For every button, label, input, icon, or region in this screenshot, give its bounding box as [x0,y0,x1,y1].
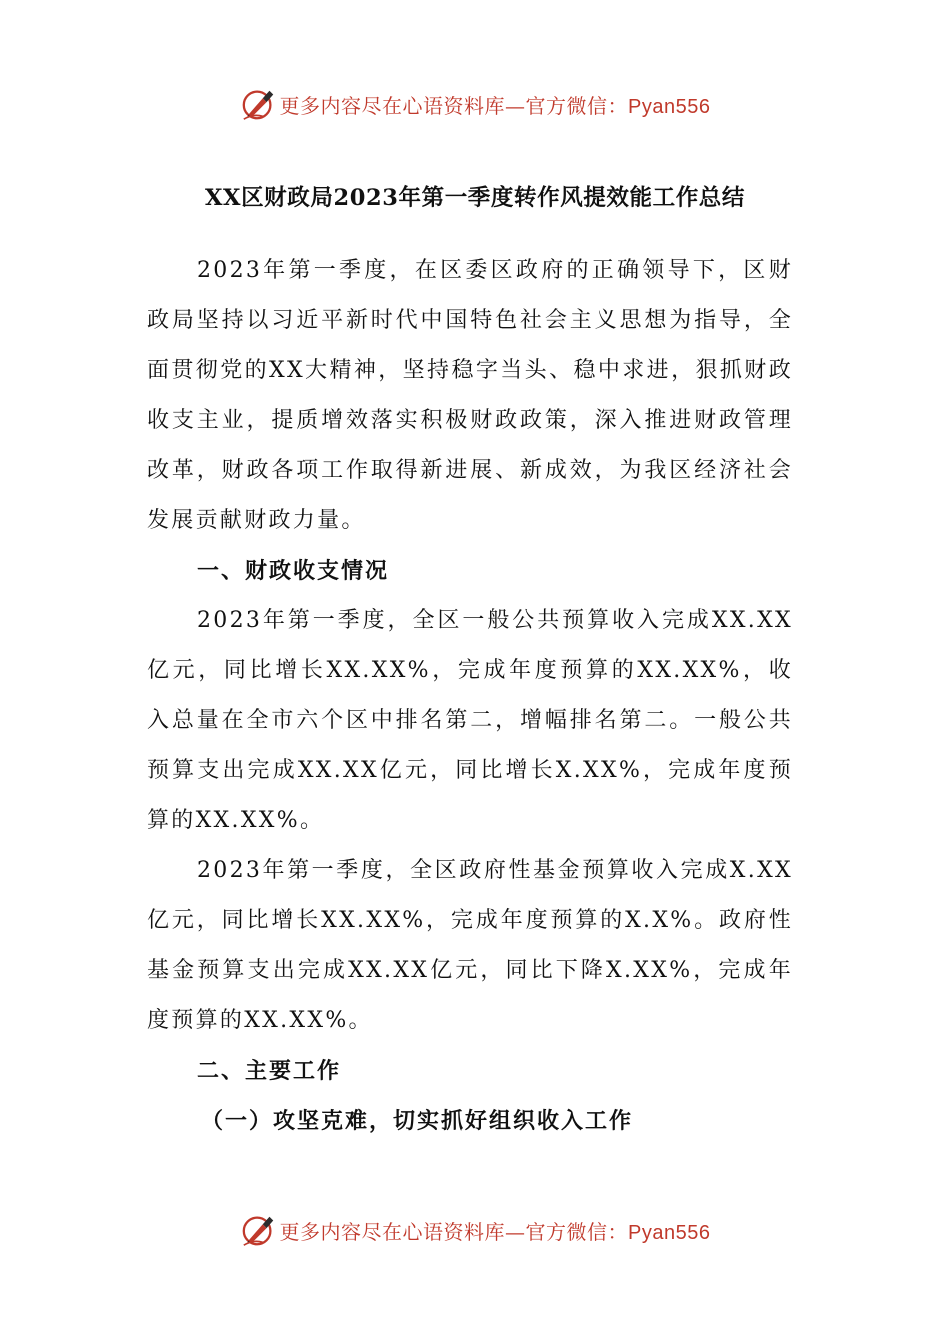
section-heading-finance: 一、财政收支情况 [197,558,390,584]
watermark-wechat-id: Pyan556 [628,1221,711,1244]
intro-paragraph: 2023年第一季度，在区委区政府的正确领导下，区财政局坚持以习近平新时代中国特色社会主义思想为指导，全面贯彻党的XX大精神，坚持稳字当头、稳中求进，狠抓财政收支主业，提质增效落实积极财政政策，深入推进财政管理改革，财政各项工作取得新进展、新成效，为我区经济社会发展贡献财政力量。 [147,258,793,533]
pen-logo-icon [240,1211,278,1249]
watermark-label: 更多内容尽在心语资料库—官方微信： [279,93,629,118]
fund-budget-paragraph: 2023年第一季度，全区政府性基金预算收入完成X.XX亿元，同比增长XX.XX%，完成年度预算的X.X%。政府性基金预算支出完成XX.XX亿元，同比下降X.XX%，完成年度预算的XX.XX%。 [147,858,793,1033]
watermark-banner-bottom [0,1208,950,1252]
subsection-heading-revenue: （一）攻坚克难，切实抓好组织收入工作 [201,1108,634,1134]
watermark-text [280,90,711,119]
document-title: XX区财政局2023年第一季度转作风提效能工作总结 [204,185,746,211]
pen-logo-icon [240,85,278,123]
watermark-text [280,1216,711,1245]
section-heading-main-work: 二、主要工作 [197,1058,342,1084]
watermark-label: 更多内容尽在心语资料库—官方微信： [279,1219,629,1244]
document-body [147,246,793,1146]
general-budget-paragraph: 2023年第一季度，全区一般公共预算收入完成XX.XX亿元，同比增长XX.XX%，完成年度预算的XX.XX%，收入总量在全市六个区中排名第二，增幅排名第二。一般公共预算支出完成XX.XX亿元，同比增长X.XX%，完成年度预算的XX.XX%。 [147,608,793,833]
watermark-wechat-id: Pyan556 [628,95,711,118]
watermark-banner-top [0,82,950,126]
